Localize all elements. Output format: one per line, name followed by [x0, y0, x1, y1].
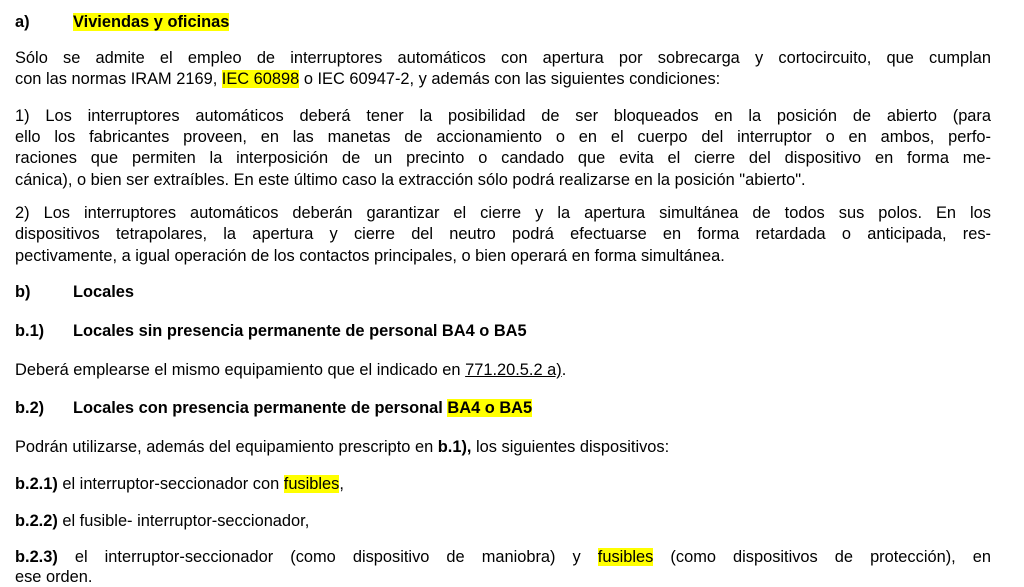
- section-b-heading: [15, 282, 134, 302]
- section-a-heading: [15, 12, 229, 32]
- fusibles-highlight-2: fusibles: [597, 548, 654, 566]
- b21-post: ,: [339, 475, 344, 493]
- intro-line-2-post: o IEC 60947-2, y además con las siguientes condiciones:: [299, 70, 721, 88]
- b2-heading: [15, 398, 532, 418]
- section-b-title: Locales: [73, 283, 135, 301]
- b1-heading: [15, 321, 527, 341]
- reference-link-771-20-5-2[interactable]: 771.20.5.2 a): [465, 361, 562, 379]
- b22-item: [15, 511, 309, 531]
- b1-text-pre: Deberá emplearse el mismo equipamiento que el indicado en: [15, 361, 466, 379]
- b2-intro-pre: Podrán utilizarse, además del equipamiento prescripto en: [15, 438, 438, 456]
- b21-label: b.2.1): [15, 475, 58, 493]
- item1-line-2: ello los fabricantes proveen, en las manetas de accionamiento o en el cuerpo del interruptor o en ambos, perfo-: [15, 128, 991, 146]
- item2-line-3: pectivamente, a igual operación de los contactos principales, o bien operará en forma simultánea.: [15, 247, 725, 265]
- b22-text: el fusible- interruptor-seccionador,: [57, 512, 310, 530]
- b23-post: (como dispositivos de protección), en: [653, 548, 991, 566]
- section-a-title: Viviendas y oficinas: [73, 13, 230, 31]
- b23-pre: el interruptor-seccionador (como dispositivo de maniobra) y: [57, 548, 598, 566]
- b2-label: b.2): [15, 399, 45, 417]
- intro-line-2: [15, 69, 720, 89]
- b21-item: [15, 474, 344, 494]
- b21-pre: el interruptor-seccionador con: [57, 475, 284, 493]
- section-b-label: b): [15, 283, 31, 301]
- b2-intro-post: los siguientes dispositivos:: [471, 438, 670, 456]
- fusibles-highlight-1: fusibles: [283, 475, 340, 493]
- item1-line-4: cánica), o bien ser extraíbles. En este último caso la extracción sólo podrá realizarse en la posición "abierto".: [15, 171, 806, 189]
- iec-60898-highlight: IEC 60898: [221, 70, 300, 88]
- item1-line-3: raciones que permiten la interposición de un precinto o candado que evita el cierre del dispositivo en forma me-: [15, 149, 991, 167]
- b23-item-line-1: [15, 547, 991, 567]
- item2-line-2: dispositivos tetrapolares, la apertura y cierre del neutro podrá efectuarse en forma retardada o anticipada, res-: [15, 225, 991, 243]
- b2-intro: [15, 437, 669, 457]
- ba4-ba5-highlight: BA4 o BA5: [447, 399, 533, 417]
- intro-line-2-pre: con las normas IRAM 2169,: [15, 70, 222, 88]
- item2-line-1: 2) Los interruptores automáticos deberán garantizar el cierre y la apertura simultánea de todos sus polos. En los: [15, 204, 991, 222]
- b2-intro-bold: b.1),: [437, 438, 472, 456]
- b23-item-line-2: ese orden.: [15, 568, 93, 586]
- item1-line-1: 1) Los interruptores automáticos deberá tener la posibilidad de ser bloqueados en la posición de abierto (para: [15, 107, 991, 125]
- intro-line-1: Sólo se admite el empleo de interruptores automáticos con apertura por sobrecarga y cortocircuito, que cumplan: [15, 49, 991, 67]
- b23-label: b.2.3): [15, 548, 58, 566]
- b2-title-pre: Locales con presencia permanente de personal: [73, 399, 448, 417]
- b1-label: b.1): [15, 322, 45, 340]
- b22-label: b.2.2): [15, 512, 58, 530]
- section-a-label: a): [15, 13, 30, 31]
- b1-text: [15, 360, 566, 380]
- b1-text-post: .: [561, 361, 567, 379]
- b1-title: Locales sin presencia permanente de personal BA4 o BA5: [73, 322, 527, 340]
